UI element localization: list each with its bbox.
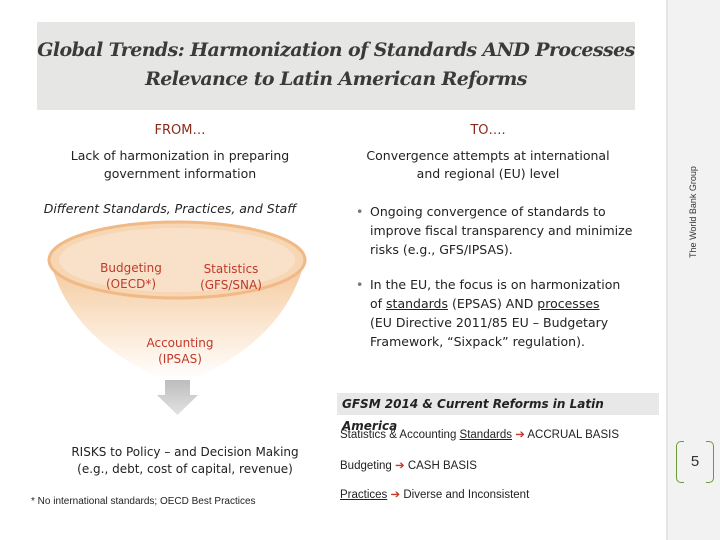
- row-practices: [340, 487, 529, 501]
- underlined-processes: processes: [537, 296, 600, 311]
- row-budgeting: [340, 458, 477, 472]
- from-sub-line-1: Lack of harmonization in preparing: [70, 148, 290, 163]
- from-header: FROM…: [154, 123, 206, 138]
- statistics-label: [193, 261, 269, 293]
- text: of: [370, 296, 387, 311]
- text: Budgeting: [340, 460, 395, 472]
- bullet-2-line-1: • In the EU, the focus is on harmonization: [370, 277, 621, 292]
- bullet-1-line-1: • Ongoing convergence of standards to: [370, 204, 606, 219]
- bullet-2-line-3: (EU Directive 2011/85 EU – Budgetary: [370, 315, 609, 330]
- underlined-practices: Practices: [340, 489, 388, 501]
- footnote: * No international standards; OECD Best Practices: [31, 496, 256, 507]
- accounting-line-1: Accounting: [146, 336, 214, 350]
- to-subheader: [348, 147, 628, 183]
- statistics-line-2: (GFS/SNA): [200, 278, 262, 292]
- to-header: TO….: [470, 123, 506, 138]
- bracket-left: [676, 441, 684, 483]
- underlined-standards: Standards: [459, 429, 512, 441]
- text: Statistics & Accounting: [340, 429, 460, 441]
- from-subheader: [40, 147, 320, 183]
- bullet-list-2: [356, 275, 620, 351]
- bullet-list-1: [356, 202, 632, 259]
- underlined-standards: standards: [386, 296, 448, 311]
- sidebar-vertical-text: The World Bank Group: [688, 166, 698, 258]
- arrow-right-icon: ➔: [395, 460, 405, 472]
- risks-line-2: (e.g., debt, cost of capital, revenue): [77, 462, 293, 476]
- budgeting-line-1: Budgeting: [100, 261, 162, 275]
- page-number-text: 5: [690, 452, 700, 470]
- to-sub-line-1: Convergence attempts at international: [366, 148, 610, 163]
- budgeting-line-2: (OECD*): [105, 277, 156, 291]
- text: ACCRUAL BASIS: [524, 429, 619, 441]
- risks-line-1: RISKS to Policy – and Decision Making: [71, 445, 299, 459]
- bullet-2-line-4: Framework, “Sixpack” regulation).: [370, 334, 585, 349]
- accounting-label: [140, 335, 220, 367]
- to-sub-line-2: and regional (EU) level: [416, 166, 560, 181]
- title-line-2: Relevance to Latin American Reforms: [145, 68, 527, 90]
- gfsm-heading: GFSM 2014 & Current Reforms in Latin America: [337, 393, 659, 415]
- accounting-line-2: (IPSAS): [158, 352, 202, 366]
- title-line-1: Global Trends: Harmonization of Standards AND Processes: [37, 39, 635, 61]
- arrow-right-icon: ➔: [515, 429, 525, 441]
- statistics-line-1: Statistics: [203, 262, 259, 276]
- funnel-diagram: [40, 220, 330, 430]
- bullet-1-line-3: risks (e.g., GFS/IPSAS).: [370, 242, 513, 257]
- text: Diverse and Inconsistent: [400, 489, 530, 501]
- diagram-caption: Different Standards, Practices, and Staff: [43, 201, 297, 216]
- risks-text: [40, 444, 330, 478]
- arrow-right-icon: ➔: [390, 489, 401, 501]
- bullet-2-line-2: [370, 294, 620, 313]
- text: (EPSAS) AND: [448, 296, 538, 311]
- budgeting-label: [96, 260, 166, 292]
- page-number: [676, 441, 714, 481]
- bullet-item: [356, 275, 620, 351]
- bullet-item: [356, 202, 632, 259]
- bullet-1-line-2: improve fiscal transparency and minimize: [370, 223, 633, 238]
- from-sub-line-2: government information: [103, 166, 257, 181]
- row-standards: [340, 427, 619, 441]
- bracket-right: [706, 441, 714, 483]
- text: CASH BASIS: [404, 460, 477, 472]
- arrow-down-icon: [157, 380, 198, 415]
- slide-title: [37, 36, 635, 94]
